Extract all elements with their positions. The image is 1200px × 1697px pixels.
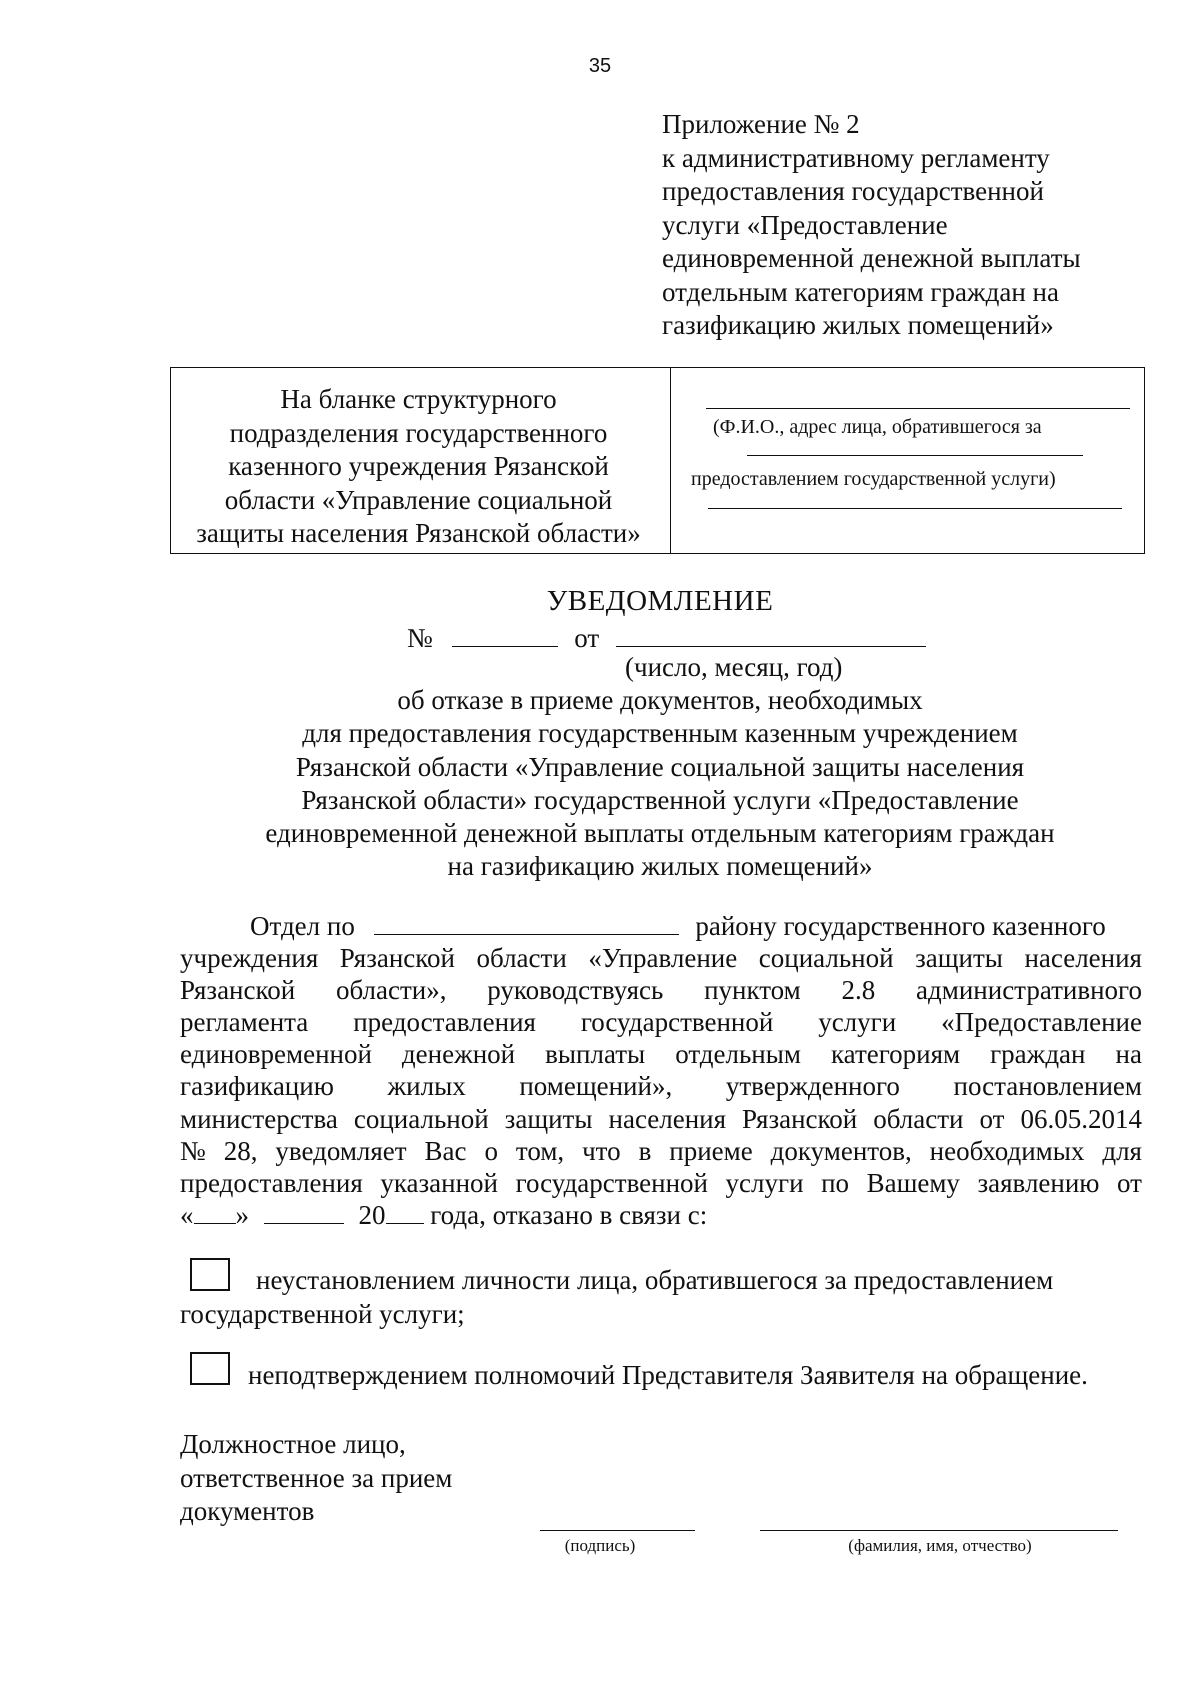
body-word: постановлением <box>953 1071 1142 1102</box>
reason-2-text: неподтверждением полномочий Представителя Заявителя на обращение. <box>248 1360 1088 1390</box>
subject-line: Рязанской области «Управление социальной защиты населения <box>295 751 1025 782</box>
appendix-line: Приложение № 2 <box>662 109 860 139</box>
body-word: газификацию <box>180 1071 334 1102</box>
subject-line: единовременной денежной выплаты отдельным категориям граждан <box>265 818 1055 849</box>
body-word: указанной <box>380 1167 499 1198</box>
dept-label-tail: району государственного казенного <box>695 911 1106 941</box>
page-number: 35 <box>588 55 612 77</box>
notice-number-line <box>407 623 926 654</box>
appendix-line: единовременной денежной выплаты <box>662 243 1081 273</box>
body-line <box>180 1167 1142 1199</box>
appendix-line: предоставления государственной <box>662 176 1044 206</box>
district-blank <box>374 910 679 935</box>
subject-line: для предоставления государственным казенным учреждением <box>302 718 1018 749</box>
body-word: области <box>873 1103 964 1134</box>
body-line <box>180 1103 1142 1135</box>
body-word: приеме <box>669 1135 753 1166</box>
letterhead-line: области «Управление социальной <box>224 484 613 515</box>
recipient-blank-line <box>706 408 1130 409</box>
body-word: в <box>638 1135 652 1166</box>
notice-subject <box>0 684 1200 884</box>
body-word: 28, <box>223 1135 258 1166</box>
name-line <box>760 1530 1118 1531</box>
body-line <box>180 974 1142 1006</box>
body-word: категориям <box>830 1039 961 1070</box>
body-line <box>180 1135 1142 1167</box>
letterhead-line: защиты населения Рязанской области» <box>196 518 641 548</box>
date-blank <box>616 624 926 647</box>
dept-label: Отдел по <box>250 911 355 941</box>
body-word: от <box>1117 1167 1142 1198</box>
body-word: «Предоставление <box>941 1007 1142 1038</box>
body-word: граждан <box>990 1039 1086 1070</box>
year-blank <box>386 1199 424 1224</box>
letterhead-line: На бланке структурного <box>280 384 557 414</box>
official-line: Должностное лицо, <box>180 1429 406 1459</box>
number-blank <box>452 624 558 647</box>
body-word: предоставления <box>353 1007 536 1038</box>
body-word: Вашему <box>866 1167 960 1198</box>
recipient-blank-line <box>708 508 1122 509</box>
body-word: 06.05.2014 <box>1020 1103 1142 1134</box>
body-word: выплаты <box>545 1039 646 1070</box>
body-word: населения <box>608 1103 727 1134</box>
body-word: № <box>180 1135 206 1166</box>
appendix-line: отдельным категориям граждан на <box>662 276 1059 307</box>
official-line: документов <box>180 1496 315 1527</box>
body-word: пунктом <box>704 975 801 1006</box>
document-title: УВЕДОМЛЕНИЕ <box>546 585 774 617</box>
subject-line: на газификацию жилых помещений» <box>447 851 873 882</box>
body-word: от <box>979 1103 1005 1134</box>
number-label: № <box>407 623 433 653</box>
body-word: денежной <box>401 1039 516 1070</box>
subject-line: об отказе в приеме документов, необходимых <box>397 685 923 715</box>
recipient-cell <box>677 368 1144 553</box>
day-blank <box>194 1199 236 1224</box>
body-word: на <box>1115 1039 1142 1070</box>
body-word: что <box>582 1135 621 1166</box>
body-word: государственной <box>580 1007 774 1038</box>
body-line <box>180 942 1142 974</box>
appendix-line: газификацию жилых помещений» <box>662 310 1054 340</box>
body-paragraph <box>180 910 1142 1231</box>
body-word: населения <box>1024 943 1142 974</box>
body-word: услуги <box>725 1167 804 1198</box>
close-quote: » <box>235 1199 249 1230</box>
body-word: социальной <box>758 943 894 974</box>
body-word: Рязанской <box>180 975 296 1006</box>
body-word: заявлению <box>977 1167 1100 1198</box>
body-word: руководствуясь <box>487 975 664 1006</box>
body-word: жилых <box>387 1071 466 1102</box>
body-line <box>180 1038 1142 1070</box>
signature-line <box>540 1530 695 1531</box>
letterhead-line: казенного учреждения Рязанской <box>228 451 609 481</box>
official-line: ответственное за прием <box>180 1462 453 1493</box>
body-word: области <box>476 943 567 974</box>
body-word: том, <box>515 1135 565 1166</box>
body-word: социальной <box>353 1103 489 1134</box>
body-line <box>180 1070 1142 1102</box>
reason-checkbox-2[interactable] <box>190 1352 230 1385</box>
body-line <box>180 1199 1142 1231</box>
body-word: о <box>484 1135 498 1166</box>
body-word: 2.8 <box>841 975 876 1006</box>
refusal-reason-intro: года, отказано в связи с: <box>430 1199 708 1230</box>
body-word: «Управление <box>588 943 738 974</box>
body-word: защиты <box>504 1103 593 1134</box>
date-caption: (число, месяц, год) <box>625 652 843 682</box>
body-word: регламента <box>180 1007 309 1038</box>
letterhead-line: подразделения государственного <box>229 417 608 448</box>
body-word: уведомляет <box>275 1135 407 1166</box>
body-word: государственной <box>515 1167 708 1198</box>
body-line <box>180 1006 1142 1038</box>
appendix-line: к административному регламенту <box>662 142 1050 173</box>
from-label: от <box>574 623 600 653</box>
body-word: необходимых <box>929 1135 1085 1166</box>
body-word: Рязанской <box>339 943 455 974</box>
year-prefix: 20 <box>358 1199 386 1230</box>
body-word: услуги <box>818 1007 897 1038</box>
body-word: для <box>1102 1135 1142 1166</box>
appendix-block <box>662 108 1182 343</box>
body-word: административного <box>916 975 1142 1006</box>
recipient-blank-line <box>747 455 1083 456</box>
recipient-caption: предоставлением государственной услуги) <box>691 468 1056 490</box>
appendix-line: услуги «Предоставление <box>662 209 948 240</box>
reason-1-text: неустановлением личности лица, обратившегося за предоставлением <box>256 1265 1054 1295</box>
body-line <box>180 910 1142 942</box>
body-word: по <box>821 1167 850 1198</box>
body-word: документов, <box>770 1135 912 1166</box>
body-word: области», <box>335 975 447 1006</box>
body-word: помещений», <box>519 1071 673 1102</box>
header-table <box>170 367 1145 554</box>
body-word: утвержденного <box>725 1071 900 1102</box>
subject-line: Рязанской области» государственной услуги «Предоставление <box>301 784 1019 815</box>
letterhead-cell <box>171 368 671 553</box>
recipient-caption: (Ф.И.О., адрес лица, обратившегося за <box>713 416 1042 438</box>
month-blank <box>264 1199 344 1224</box>
open-quote: « <box>180 1199 194 1230</box>
reason-1-text-cont: государственной услуги; <box>180 1299 465 1329</box>
reason-checkbox-1[interactable] <box>190 1258 230 1291</box>
body-word: Вас <box>424 1135 467 1166</box>
body-word: единовременной <box>180 1039 372 1070</box>
body-word: отдельным <box>675 1039 801 1070</box>
body-word: министерства <box>180 1103 338 1134</box>
name-caption: (фамилия, имя, отчество) <box>848 1536 1032 1555</box>
body-word: защиты <box>915 943 1003 974</box>
body-word: Рязанской <box>742 1103 858 1134</box>
official-title <box>180 1428 452 1529</box>
signature-caption: (подпись) <box>564 1536 636 1555</box>
body-word: предоставления <box>180 1167 363 1198</box>
body-word: учреждения <box>180 943 319 974</box>
